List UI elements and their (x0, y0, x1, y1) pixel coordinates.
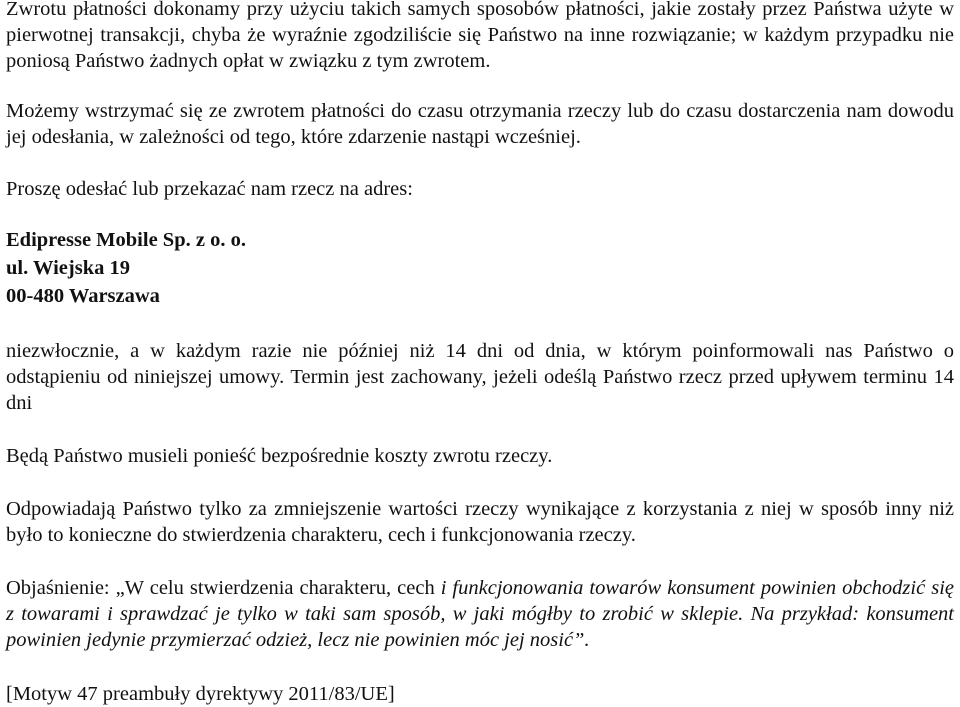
address-company: Edipresse Mobile Sp. z o. o. (6, 229, 246, 251)
explanation-paragraph (6, 575, 954, 653)
refund-method-paragraph: Zwrotu płatności dokonamy przy użyciu takich samych sposobów płatności, jakie zostały przez Państwa użyte w pierwotnej transakcji, chyba że wyraźnie zgodziliście się Państwo na inne rozwiązanie; w każdym przypadku nie poniosą Państwo żadnych opłat w związku z tym zwrotem. (6, 0, 954, 72)
address-street: ul. Wiejska 19 (6, 257, 130, 279)
address-city: 00-480 Warszawa (6, 285, 160, 307)
return-address-intro: Proszę odesłać lub przekazać nam rzecz na adres: (6, 178, 413, 200)
explanation-quote: i funkcjonowania towarów konsument powinien obchodzić się z towarami i sprawdzać je tylko w taki sam sposób, w jaki mógłby to zrobić w sklepie. Na przykład: konsument powinien jedynie przymierzać odzież, lecz nie powinien móc jej nosić”. (6, 577, 954, 651)
explanation-lead: Objaśnienie: „W celu stwierdzenia charakteru, cech (6, 577, 441, 599)
refund-withhold-paragraph: Możemy wstrzymać się ze zwrotem płatności do czasu otrzymania rzeczy lub do czasu dostarczenia nam dowodu jej odesłania, w zależności od tego, które zdarzenie nastąpi wcześniej. (6, 100, 954, 148)
value-reduction-paragraph: Odpowiadają Państwo tylko za zmniejszenie wartości rzeczy wynikające z korzystania z niej w sposób inny niż było to konieczne do stwierdzenia charakteru, cech i funkcjonowania rzeczy. (6, 498, 954, 546)
return-costs-paragraph: Będą Państwo musieli ponieść bezpośrednie koszty zwrotu rzeczy. (6, 445, 553, 467)
directive-reference: [Motyw 47 preambuły dyrektywy 2011/83/UE] (6, 683, 395, 705)
return-address (6, 226, 954, 310)
return-deadline-paragraph: niezwłocznie, a w każdym razie nie później niż 14 dni od dnia, w którym poinformowali nas Państwo o odstąpieniu od niniejszej umowy. Termin jest zachowany, jeżeli odeślą Państwo rzecz przed upływem terminu 14 dni (6, 340, 954, 414)
